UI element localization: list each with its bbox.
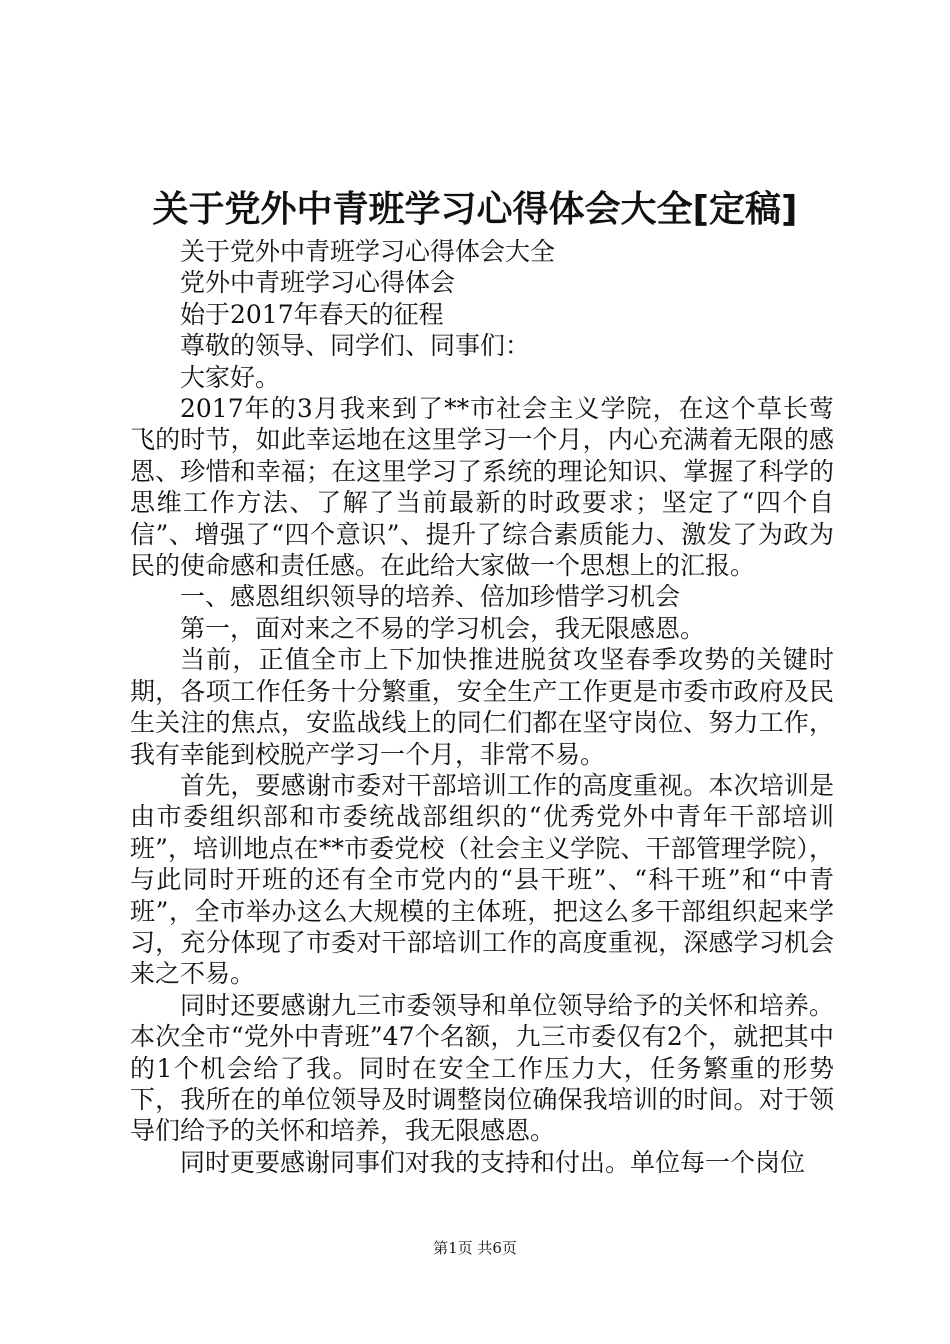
paragraph: 关于党外中青班学习心得体会大全 [180,237,556,266]
document-body [130,236,834,1178]
paragraph: 同时更要感谢同事们对我的支持和付出。单位每一个岗位 [180,1147,806,1177]
section-heading: 一、感恩组织领导的培养、倍加珍惜学习机会 [180,582,681,612]
paragraph: 2017年的3月我来到了**市社会主义学院，在这个草长莺飞的时节，如此幸运地在这里学习一个月，内心充满着无限的感恩、珍惜和幸福；在这里学习了系统的理论知识、掌握了科学的思维工作方法、了解了当前最新的时政要求；坚定了“四个自信”、增强了“四个意识”、提升了综合素质能力、激发了为政为民的使命感和责任感。在此给大家做一个思想上的汇报。 [130,394,834,581]
page-number: 第1页 共6页 [433,1239,517,1257]
paragraph: 党外中青班学习心得体会 [180,268,456,298]
document-title: 关于党外中青班学习心得体会大全[定稿] [152,189,798,230]
paragraph: 首先，要感谢市委对干部培训工作的高度重视。本次培训是由市委组织部和市委统战部组织的“优秀党外中青年干部培训班”，培训地点在**市委党校（社会主义学院、干部管理学院），与此同时开班的还有全市党内的“县干班”、“科干班”和“中青班”，全市举办这么大规模的主体班，把这么多干部组织起来学习，充分体现了市委对干部培训工作的高度重视，深感学习机会来之不易。 [130,770,834,989]
paragraph: 当前，正值全市上下加快推进脱贫攻坚春季攻势的关键时期，各项工作任务十分繁重，安全生产工作更是市委市政府及民生关注的焦点，安监战线上的同仁们都在坚守岗位、努力工作，我有幸能到校脱产学习一个月，非常不易。 [130,645,834,769]
paragraph: 始于2017年春天的征程 [180,299,444,329]
paragraph: 第一，面对来之不易的学习机会，我无限感恩。 [180,613,706,643]
paragraph: 同时还要感谢九三市委领导和单位领导给予的关怀和培养。本次全市“党外中青班”47个名额，九三市委仅有2个，就把其中的1个机会给了我。同时在安全工作压力大，任务繁重的形势下，我所在的单位领导及时调整岗位确保我培训的时间。对于领导们给予的关怀和培养，我无限感恩。 [130,990,834,1146]
paragraph: 大家好。 [180,362,281,392]
paragraph: 尊敬的领导、同学们、同事们： [180,331,531,361]
